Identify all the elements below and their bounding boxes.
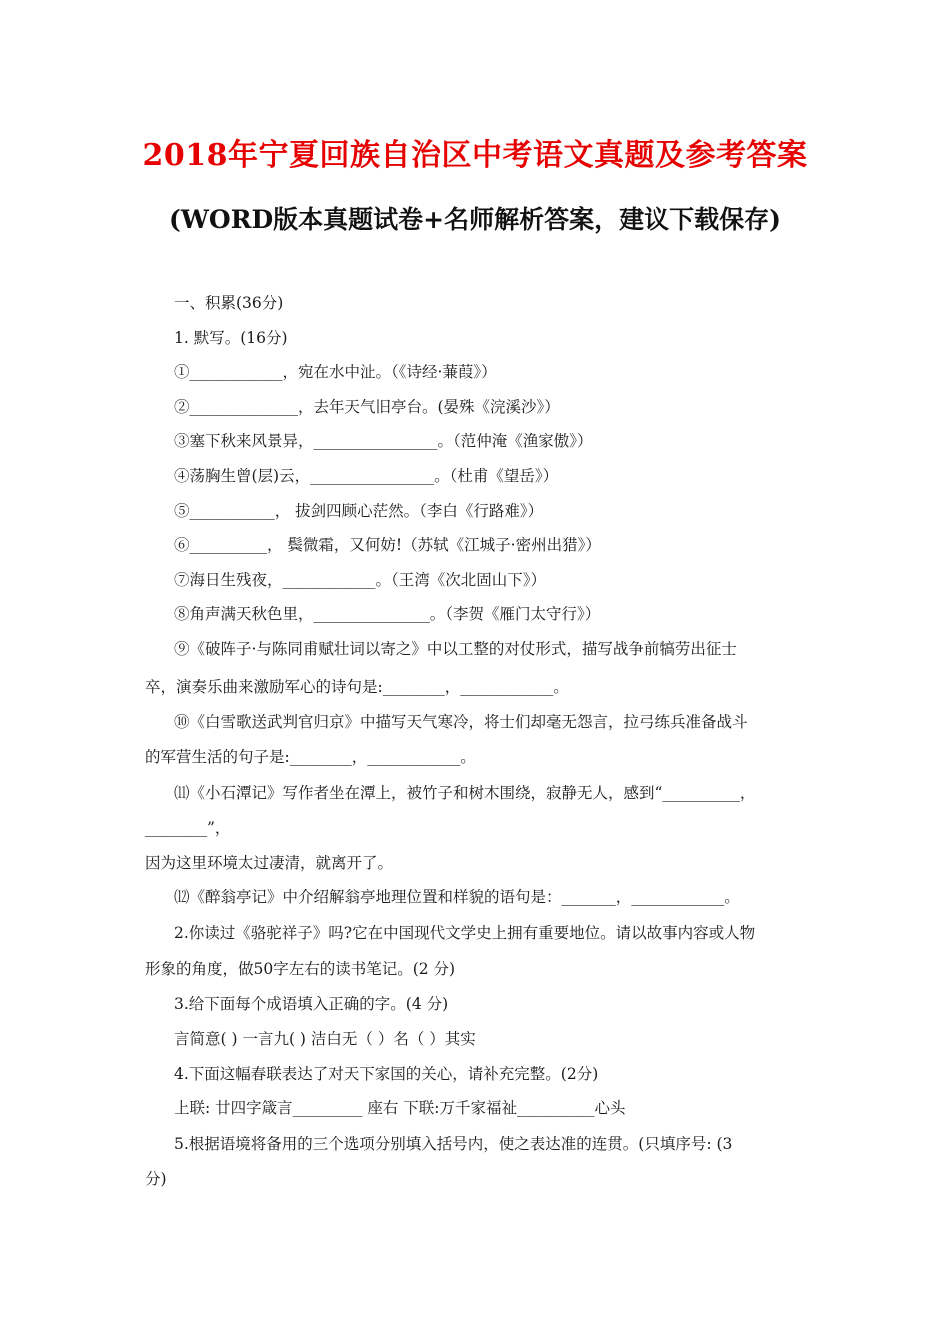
dictation-item-1: ①____________，宛在水中沚。（《诗经·蒹葭》）	[174, 363, 497, 381]
question-4: 4.下面这幅春联表达了对天下家国的关心，请补充完整。(2分)	[174, 1065, 599, 1083]
dictation-item-3: ③塞下秋来风景异，________________。（范仲淹《渔家傲》）	[174, 432, 593, 450]
dictation-item-11: ⑾《小石潭记》写作者坐在潭上，被竹子和树木围绕，寂静无人，感到“__________，	[174, 784, 756, 802]
dictation-item-8: ⑧角声满天秋色里，_______________。（李贺《雁门太守行》）	[174, 605, 601, 623]
dictation-item-10-cont: 的军营生活的句子是:________，____________。	[145, 748, 476, 766]
dictation-item-7: ⑦海日生残夜，____________。（王湾《次北固山下》）	[174, 571, 547, 589]
section-heading: 一、积累(36分)	[174, 294, 284, 312]
question-2: 2.你读过《骆驼祥子》吗?它在中国现代文学史上拥有重要地位。请以故事内容或人物	[174, 924, 756, 942]
dictation-item-9: ⑨《破阵子·与陈同甫赋壮词以寄之》中以工整的对仗形式，描写战争前犒劳出征士	[174, 640, 737, 658]
question-4-couplet: 上联: 廿四字箴言_________ 座右 下联:万千家福祉__________心头	[174, 1099, 626, 1117]
question-5: 5.根据语境将备用的三个选项分别填入括号内，使之表达准的连贯。(只填序号: (3	[174, 1135, 733, 1153]
document-subtitle: (WORD版本真题试卷+名师解析答案，建议下载保存)	[169, 205, 781, 234]
dictation-item-9-cont: 卒，演奏乐曲来激励军心的诗句是:________，____________。	[145, 678, 569, 696]
question-1-heading: 1. 默写。(16分)	[174, 329, 288, 347]
question-5-cont: 分)	[145, 1170, 167, 1188]
dictation-item-6: ⑥__________， 鬓微霜，又何妨!（苏轼《江城子·密州出猎》）	[174, 536, 601, 554]
dictation-item-11-cont: ________”，	[145, 819, 231, 837]
question-3-idioms: 言简意( ) 一言九( ) 洁白无（ ）名（ ）其实	[174, 1030, 476, 1048]
question-3: 3.给下面每个成语填入正确的字。(4 分)	[174, 995, 449, 1013]
dictation-item-12: ⑿《醉翁亭记》中介绍解翁亭地理位置和样貌的语句是：_______，____________。	[174, 888, 740, 906]
dictation-item-4: ④荡胸生曾(层)云，________________。（杜甫《望岳》）	[174, 467, 559, 485]
dictation-item-2: ②______________，去年天气旧亭台。(晏殊《浣溪沙》）	[174, 398, 560, 416]
document-title: 2018年宁夏回族自治区中考语文真题及参考答案	[142, 138, 808, 173]
dictation-item-11-end: 因为这里环境太过凄清，就离开了。	[145, 854, 394, 872]
dictation-item-5: ⑤___________， 拔剑四顾心茫然。（李白《行路难》）	[174, 502, 544, 520]
question-2-cont: 形象的角度，做50字左右的读书笔记。(2 分)	[145, 960, 456, 978]
dictation-item-10: ⑩《白雪歌送武判官归京》中描写天气寒冷，将士们却毫无怨言，拉弓练兵准备战斗	[174, 713, 748, 731]
